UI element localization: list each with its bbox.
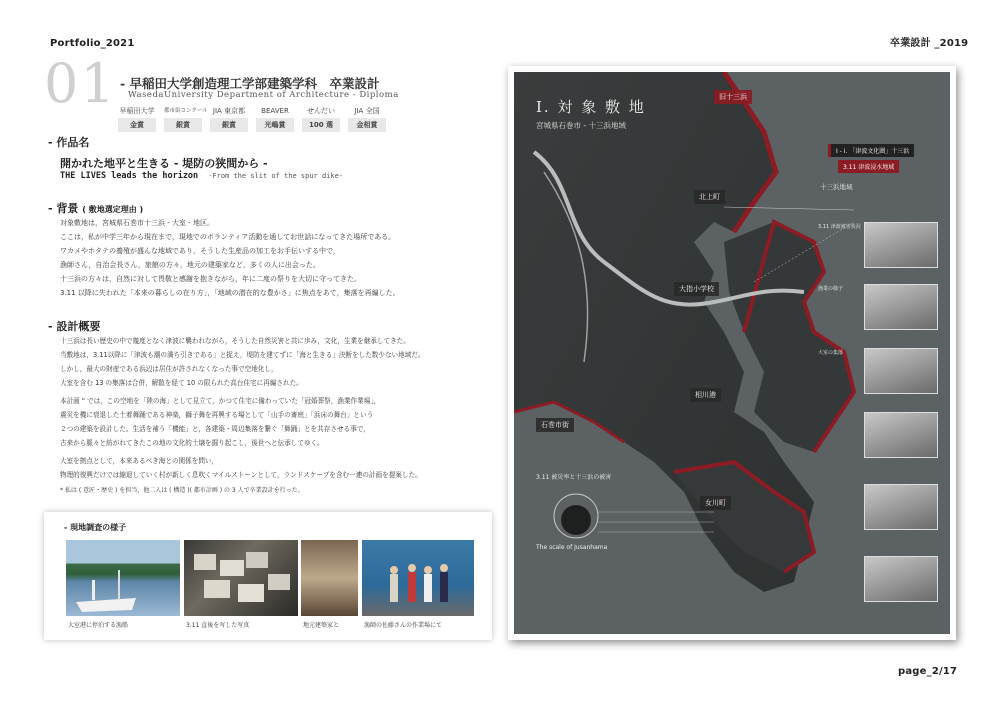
site-photo	[864, 556, 938, 602]
overview-line: 本計画 " では，この空地を「陸の海」として見立て，かつて住宅に備わっていた「冠婚葬祭，漁業作業場」，	[60, 397, 381, 405]
legend-chip: Ⅰ - ⅰ. 「津波文化圏」十三浜	[828, 144, 914, 157]
award-org: 都市街コンクール	[164, 108, 208, 114]
section-number: 01	[44, 52, 117, 115]
fieldwork-heading: - 現地調査の様子	[64, 523, 127, 532]
photo-note: 漁業の様子	[818, 286, 844, 292]
site-photo	[864, 484, 938, 530]
overview-line: 大室を含む 13 の集落は合併，解散を経て 10 の限られた高台住宅に再編された。	[60, 379, 303, 387]
photo-caption: 3.11 直後を写した写真	[186, 622, 250, 629]
award-item	[210, 106, 248, 132]
project-title-jp: - 早稲田大学創造理工学部建築学科 卒業設計	[120, 76, 380, 91]
photo-local-architect	[301, 540, 358, 616]
site-photo	[864, 412, 938, 458]
map-label: 石巻市街	[536, 418, 574, 432]
work-title-en-sub: -From the slit of the spur dike-	[208, 172, 344, 180]
award-item	[118, 106, 156, 132]
overview-line: 十三浜は長い歴史の中で幾度となく津波に襲われながら，そうした自然災害と共に歩み，文化，生業を継承してきた。	[60, 337, 410, 345]
background-text	[60, 216, 400, 300]
work-title-en-main: THE LIVES leads the horizon	[60, 171, 199, 181]
photo-fishing-boats	[66, 540, 180, 616]
site-photo	[864, 284, 938, 330]
awards-list	[118, 106, 386, 132]
photo-note: 3.11 津波被害状況	[818, 224, 861, 230]
overview-line: 物理的復興だけでは縮退していく村が新しく息吹くマイルストーンとして，ランドスケープを含む一連の計画を提案した。	[60, 471, 422, 479]
map-label: 旧十三浜	[714, 90, 752, 104]
background-line: 3.11 以降に失われた「本来の暮らしの在り方」，「地域の潜在的な豊かさ」に焦点をあて，集落を再編した。	[60, 289, 400, 297]
award-org: JIA 東京都	[212, 107, 246, 115]
award-prize: 100 選	[302, 118, 340, 132]
photo-caption: 漁師の佐藤さんの作業場にて	[364, 622, 443, 629]
board-title: Ⅰ. 対 象 敷 地	[536, 98, 646, 116]
work-heading: - 作品名	[48, 136, 90, 149]
background-line: ここは，私が中学三年から現在まで，現地でのボランティア活動を通してお世話になってきた場所である。	[60, 233, 396, 241]
site-map-board	[508, 66, 956, 640]
map-label: 大指小学校	[674, 282, 719, 296]
map-label: 相川港	[690, 388, 721, 402]
site-photo	[864, 348, 938, 394]
overview-line: 当敷地は，3.11以降に「津波も潮の満ち引きである」と捉え，堤防を建てずに「海と生きる」決断をした数少ない地域だ。	[60, 351, 425, 359]
overview-line: ２つの建築を設計した。生活を補う「機能」と，各建築・周辺集落を繋ぐ「舞踊」とを共存させる事で，	[60, 425, 370, 433]
overview-heading: - 設計概要	[48, 320, 101, 333]
overview-footnote: * 私は ( 意匠・歴史 ) を担当，他二人は ( 構造 )( 都市計画 ) の 3 人で卒業設計を行った。	[60, 487, 304, 494]
page-number: page_2/17	[898, 666, 958, 677]
award-prize: 銀賞	[210, 118, 248, 132]
site-map	[514, 72, 950, 634]
background-line: 十三浜の方々は，自然に対して畏敬と感謝を抱きながら，年に二度の祭りを大切に守ってきた。	[60, 275, 361, 283]
award-org: JIA 全国	[354, 107, 380, 115]
map-label: 北上町	[694, 190, 725, 204]
scale-circle-inner	[561, 505, 591, 535]
photos-graphic	[184, 540, 298, 616]
award-prize: 金賞	[118, 118, 156, 132]
background-line: 対象敷地は，宮城県石巻市十三浜 - 大室 - 地区。	[60, 219, 214, 227]
background-line: ワカメやホタテの養殖が盛んな地域であり，そうした生産品の加工をお手伝いする中で，	[60, 247, 340, 255]
award-item	[164, 106, 208, 132]
boat-graphic	[66, 540, 180, 616]
background-line: 漁師さん，自治会長さん，旅館の方々，地元の建築家など，多くの人に出会った。	[60, 261, 320, 269]
map-label: 女川町	[700, 496, 731, 510]
work-title-jp: 開かれた地平と生きる - 堤防の狭間から -	[60, 157, 268, 170]
background-heading-sub: ( 敷地選定理由 )	[82, 205, 144, 214]
photo-workshop-group	[362, 540, 474, 616]
overview-line: 古来から脈々と紡がれてきたこの地の文化的土壌を掘り起こし，後世へと伝承してゆく。	[60, 439, 324, 447]
board-subtitle: 宮城県石巻市 ‐ 十三浜地域	[536, 121, 626, 130]
photo-note: 大室の集落	[818, 350, 844, 356]
photo-post-disaster	[184, 540, 298, 616]
overview-line: しかし，最大の財産である浜辺は居住が許されなくなった事で空地化し，	[60, 365, 278, 373]
award-prize: 光嶋賞	[256, 118, 294, 132]
section-label: 卒業設計 _2019	[890, 38, 969, 49]
overview-line: 震災を機に衰退した土着舞踊である神楽，獅子舞を再興する場として「山手の斎庭」「浜床の舞台」という	[60, 411, 374, 419]
overview-line: 大室を拠点として，本来あるべき海との関係を問い，	[60, 457, 219, 465]
award-item	[348, 106, 386, 132]
fieldwork-panel	[44, 512, 492, 640]
award-org: 早稲田大学	[119, 107, 155, 115]
photo-caption: 大室港に停泊する漁船	[68, 622, 129, 629]
award-org: せんだい	[307, 107, 335, 115]
award-org: BEAVER	[261, 107, 289, 115]
circle-caption: 3.11 被災率と十三浜の被害	[536, 474, 612, 481]
work-title-en	[60, 171, 343, 181]
stats-caption: The scale of Jusanhama	[536, 544, 608, 551]
overview-text	[60, 334, 425, 498]
photo-caption: 地元建築家と	[303, 622, 340, 629]
background-heading-text: - 背景	[48, 202, 79, 215]
award-item	[256, 106, 294, 132]
award-prize: 銀賞	[164, 118, 202, 132]
legend-chip: 3.11 津波浸水地域	[838, 160, 899, 173]
project-title-en: WasedaUniversity Department of Architecture - Diploma	[128, 90, 399, 100]
site-photo	[864, 222, 938, 268]
portfolio-label: Portfolio_2021	[50, 38, 135, 49]
award-prize: 金相賞	[348, 118, 386, 132]
background-heading	[48, 200, 143, 216]
award-item	[302, 106, 340, 132]
people-graphic	[362, 540, 474, 616]
area-note: 十三浜地域	[820, 183, 853, 191]
